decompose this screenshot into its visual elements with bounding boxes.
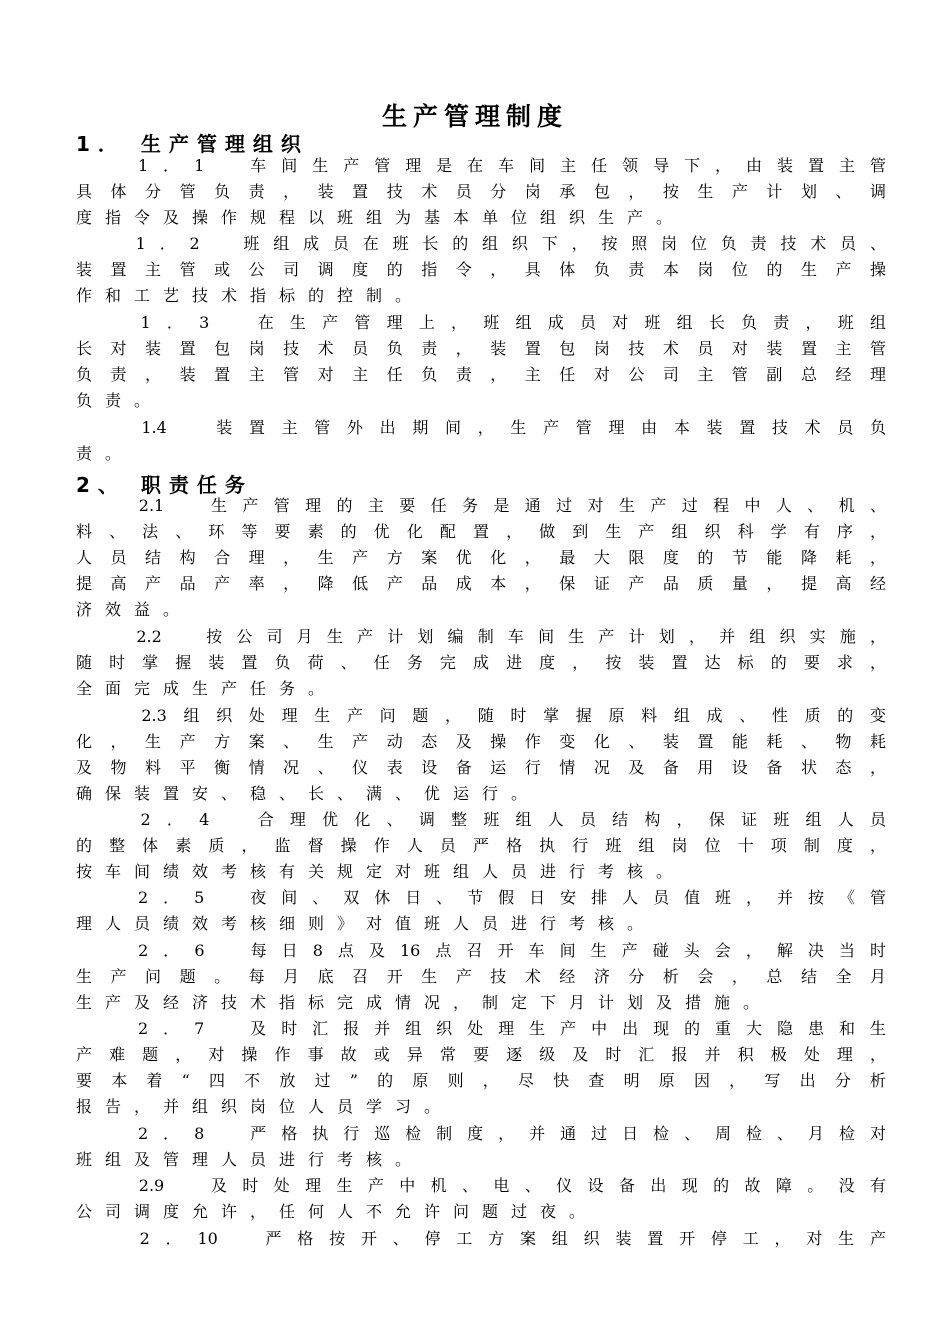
section-heading-1: 1． 生产管理组织 — [76, 132, 309, 156]
text-line: 生产问题。每月底召开生产技术经济分析会，总结全月 — [76, 967, 886, 986]
text-line: 提高产品产率，降低产品成本，保证产品质量，提高经 — [76, 574, 886, 593]
text-line: 2．10 严格按开、停工方案组织装置开停工，对生产 — [76, 1229, 886, 1248]
text-line: 生产及经济技术指标完成情况，制定下月计划及措施。 — [76, 993, 773, 1012]
text-line: 1．3 在生产管理上，班组成员对班组长负责，班组 — [76, 313, 886, 332]
text-line: 2．4 合理优化、调整班组人员结构，保证班组人员 — [76, 810, 886, 829]
text-line: 确保装置安、稳、长、满、优运行。 — [76, 784, 541, 803]
text-line: 1．2 班组成员在班长的组织下，按照岗位负责技术员、 — [76, 234, 886, 253]
text-line: 2．6 每日8点及16点召开车间生产碰头会，解决当时 — [76, 941, 886, 960]
text-line: 2．7 及时汇报并组织处理生产中出现的重大隐患和生 — [76, 1019, 886, 1038]
text-line: 1.4 装置主管外出期间，生产管理由本装置技术员负 — [76, 418, 886, 437]
text-line: 负责，装置主管对主任负责，主任对公司主管副总经理 — [76, 365, 886, 384]
text-line: 长对装置包岗技术员负责，装置包岗技术员对装置主管 — [76, 339, 886, 358]
text-line: 的整体素质，监督操作人员严格执行班组岗位十项制度， — [76, 836, 886, 855]
text-line: 公司调度允许，任何人不允许问题过夜。 — [76, 1202, 599, 1221]
text-line: 2.3组织处理生产问题，随时掌握原料组成、性质的变 — [76, 706, 886, 725]
text-line: 作和工艺技术指标的控制。 — [76, 286, 425, 305]
text-line: 1．1 车间生产管理是在车间主任领导下，由装置主管 — [76, 156, 886, 175]
text-line: 及物料平衡情况、仪表设备运行情况及备用设备状态， — [76, 758, 886, 777]
text-line: 具体分管负责，装置技术员分岗承包，按生产计划、调 — [76, 182, 886, 201]
text-line: 装置主管或公司调度的指令，具体负责本岗位的生产操 — [76, 260, 886, 279]
text-line: 人员结构合理，生产方案优化，最大限度的节能降耗， — [76, 548, 886, 567]
text-line: 班组及管理人员进行考核。 — [76, 1150, 425, 1169]
document-title: 生产管理制度 — [381, 102, 568, 131]
text-line: 责。 — [76, 444, 135, 463]
text-line: 2.9 及时处理生产中机、电、仪设备出现的故障。没有 — [76, 1176, 886, 1195]
text-line: 负责。 — [76, 391, 164, 410]
text-line: 要本着“四不放过”的原则，尽快查明原因，写出分析 — [76, 1071, 886, 1090]
text-line: 度指令及操作规程以班组为基本单位组织生产。 — [76, 208, 686, 227]
text-line: 2.2 按公司月生产计划编制车间生产计划，并组织实施， — [76, 627, 886, 646]
text-line: 2.1 生产管理的主要任务是通过对生产过程中人、机、 — [76, 496, 886, 515]
text-line: 化，生产方案、生产动态及操作变化、装置能耗、物耗 — [76, 732, 886, 751]
text-line: 料、法、环等要素的优化配置，做到生产组织科学有序， — [76, 522, 886, 541]
text-line: 理人员绩效考核细则》对值班人员进行考核。 — [76, 914, 657, 933]
text-line: 2．8 严格执行巡检制度，并通过日检、周检、月检对 — [76, 1124, 886, 1143]
text-line: 2．5 夜间、双休日、节假日安排人员值班，并按《管 — [76, 888, 886, 907]
text-line: 产难题，对操作事故或异常要逐级及时汇报并积极处理， — [76, 1045, 886, 1064]
text-line: 济效益。 — [76, 600, 193, 619]
text-line: 按车间绩效考核有关规定对班组人员进行考核。 — [76, 862, 686, 881]
section-heading-2: 2、 职责任务 — [76, 473, 253, 497]
text-line: 随时掌握装置负荷、任务完成进度，按装置达标的要求， — [76, 653, 886, 672]
text-line: 报告，并组织岗位人员学习。 — [76, 1097, 454, 1116]
text-line: 全面完成生产任务。 — [76, 679, 338, 698]
